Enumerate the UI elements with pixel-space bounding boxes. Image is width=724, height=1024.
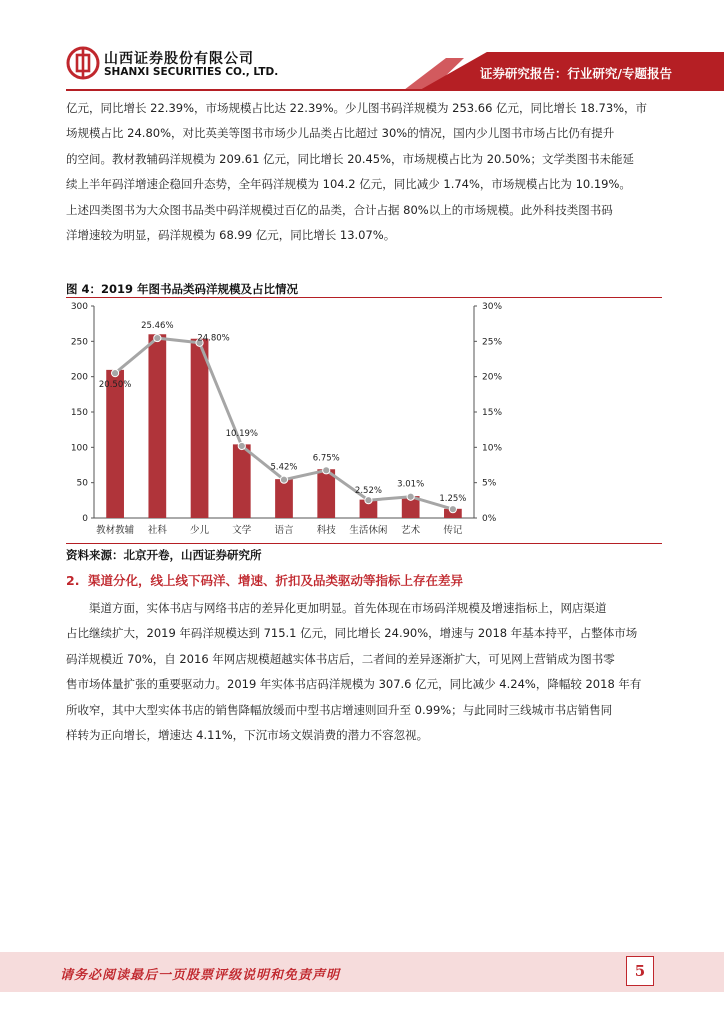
header-divider	[66, 89, 724, 91]
paragraph-line: 亿元，同比增长 22.39%，市场规模占比达 22.39%。少儿图书码洋规模为 253.66 亿元，同比增长 18.73%，市	[66, 101, 648, 115]
y2-tick-label: 10%	[482, 443, 503, 454]
x-tick-label: 艺术	[401, 525, 421, 536]
y2-tick-label: 20%	[482, 372, 503, 383]
share-data-label: 24.80%	[197, 333, 230, 344]
bar	[317, 469, 335, 518]
x-tick-label: 少儿	[190, 525, 210, 536]
source-rule	[66, 543, 662, 544]
y-tick-label: 300	[70, 302, 88, 312]
share-point	[112, 370, 119, 377]
share-point	[449, 506, 456, 513]
paragraph-channel-analysis	[66, 596, 662, 748]
category-scale-chart	[60, 298, 670, 544]
bar	[106, 370, 124, 518]
share-point	[407, 493, 414, 500]
y2-tick-label: 30%	[482, 302, 503, 312]
paragraph-line: 洋增速较为明显，码洋规模为 68.99 亿元，同比增长 13.07%。	[66, 228, 396, 243]
share-point	[323, 467, 330, 474]
x-tick-label: 社科	[147, 525, 167, 536]
paragraph-line: 的空间。教材教辅码洋规模为 209.61 亿元，同比增长 20.45%，市场规模占比为 20.50%；文学类图书未能延	[66, 151, 635, 166]
share-point	[280, 476, 287, 483]
y-tick-label: 50	[76, 478, 88, 489]
paragraph-line: 所收窄，其中大型实体书店的销售降幅放缓而中型书店增速则回升至 0.99%；与此同时三线城市书店销售同	[66, 702, 613, 717]
company-name-en: SHANXI SECURITIES CO., LTD.	[104, 66, 279, 78]
y-tick-label: 150	[70, 408, 88, 418]
x-tick-label: 语言	[274, 525, 294, 536]
paragraph-line: 码洋规模近 70%，自 2016 年网店规模超越实体书店后，二者间的差异逐渐扩大，可见网上营销成为图书零	[66, 651, 615, 666]
share-data-label: 2.52%	[354, 486, 382, 497]
paragraph-line: 场规模占比 24.80%，对比英美等图书市场少儿品类占比超过 30%的情况，国内少儿图书市场占比仍有提升	[66, 126, 615, 141]
bar	[233, 444, 251, 518]
x-tick-label: 教材教辅	[96, 525, 135, 536]
share-data-label: 1.25%	[439, 494, 467, 505]
x-tick-label: 科技	[316, 525, 336, 536]
share-point	[365, 497, 372, 504]
y2-tick-label: 0%	[482, 514, 497, 524]
paragraph-category-share	[66, 96, 662, 248]
share-data-label: 6.75%	[312, 453, 340, 464]
share-data-label: 5.42%	[270, 462, 298, 473]
page-number: 5	[626, 956, 654, 986]
bar	[148, 334, 166, 518]
section-title: 渠道分化，线上线下码洋、增速、折扣及品类驱动等指标上存在差异	[88, 573, 464, 588]
y-tick-label: 200	[70, 372, 88, 383]
paragraph-line: 上述四类图书为大众图书品类中码洋规模过百亿的品类，合计占据 80%以上的市场规模。此外科技类图书码	[66, 202, 613, 217]
y-tick-label: 100	[70, 443, 88, 454]
y2-tick-label: 15%	[482, 408, 503, 418]
y2-tick-label: 5%	[482, 478, 497, 489]
paragraph-line: 占比继续扩大，2019 年码洋规模达到 715.1 亿元，同比增长 24.90%，增速与 2018 年基本持平，占整体市场	[66, 626, 638, 641]
paragraph-line: 售市场体量扩张的重要驱动力。2019 年实体书店码洋规模为 307.6 亿元，同比减少 4.24%，降幅较 2018 年有	[66, 677, 642, 692]
share-data-label: 10.19%	[225, 428, 258, 439]
figure-title: 图 4：2019 年图书品类码洋规模及占比情况	[66, 282, 299, 296]
footer-disclaimer: 请务必阅读最后一页股票评级说明和免责声明	[60, 968, 341, 983]
x-tick-label: 生活休闲	[349, 525, 388, 536]
y2-tick-label: 25%	[482, 337, 503, 348]
paragraph-line: 续上半年码洋增速企稳回升态势，全年码洋规模为 104.2 亿元，同比减少 1.74%，市场规模占比为 10.19%。	[66, 177, 631, 192]
paragraph-line: 样转为正向增长，增速达 4.11%，下沉市场文娱消费的潜力不容忽视。	[66, 728, 429, 743]
figure-source: 资料来源：北京开卷，山西证券研究所	[66, 548, 262, 562]
share-data-label: 25.46%	[141, 321, 174, 332]
y-tick-label: 0	[82, 514, 88, 524]
y-tick-label: 250	[70, 337, 88, 348]
share-point	[238, 442, 245, 449]
x-tick-label: 传记	[443, 525, 463, 536]
shanxi-securities-logo-icon	[66, 46, 100, 80]
share-data-label: 20.50%	[98, 380, 132, 391]
x-tick-label: 文学	[232, 525, 252, 536]
share-point	[154, 334, 161, 341]
paragraph-line: 渠道方面，实体书店与网络书店的差异化更加明显。首先体现在市场码洋规模及增速指标上，网店渠道	[89, 601, 607, 615]
report-type: 证券研究报告：行业研究/专题报告	[479, 66, 672, 81]
bar	[191, 339, 209, 518]
share-data-label: 3.01%	[397, 479, 425, 490]
bar	[275, 479, 293, 518]
company-name-cn: 山西证券股份有限公司	[104, 51, 254, 67]
section-heading	[66, 571, 463, 589]
section-number: 2.	[66, 573, 80, 588]
